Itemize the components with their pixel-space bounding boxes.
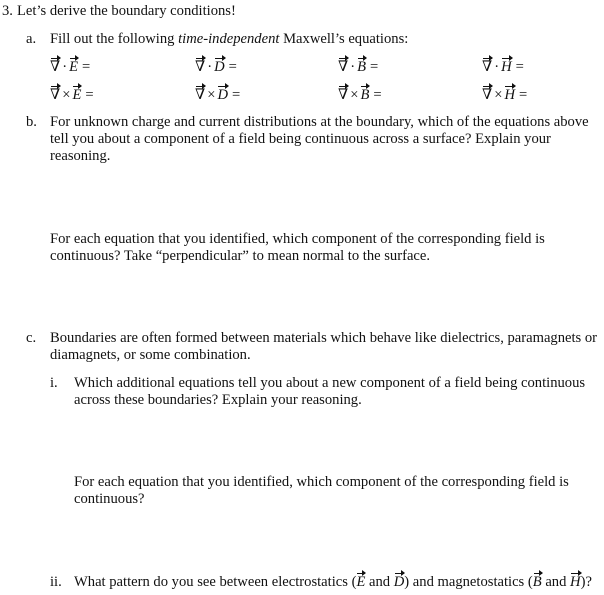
part-c-i-followup-line: For each equation that you identified, which component of the corresponding field is	[74, 474, 569, 490]
field-d: D	[214, 59, 225, 75]
problem-title: Let’s derive the boundary conditions!	[17, 3, 236, 19]
curl-b-equation	[338, 87, 382, 104]
div-e-equation	[50, 59, 90, 76]
nabla-symbol: ∇	[338, 87, 349, 103]
part-a-label: a.	[26, 31, 37, 47]
equals-sign: =	[370, 59, 379, 75]
part-b-line: tell you about a component of a field being continuous across a surface? Explain your	[50, 131, 551, 147]
part-b-line: For unknown charge and current distributions at the boundary, which of the equations above	[50, 114, 589, 130]
part-b-followup-line: For each equation that you identified, which component of the corresponding field is	[50, 231, 545, 247]
cross-operator: ×	[494, 87, 503, 103]
equals-sign: =	[373, 87, 382, 103]
part-a-prompt-end: Maxwell’s equations:	[279, 31, 409, 47]
cross-operator: ×	[62, 87, 71, 103]
equals-sign: =	[228, 59, 237, 75]
part-c-i-line: across these boundaries? Explain your reasoning.	[74, 392, 362, 408]
nabla-symbol: ∇	[482, 59, 493, 75]
part-c-ii-text: What pattern do you see between electrostatics (	[74, 574, 357, 590]
dot-operator: ·	[494, 59, 500, 75]
nabla-symbol: ∇	[338, 59, 349, 75]
nabla-symbol: ∇	[195, 87, 206, 103]
cross-operator: ×	[207, 87, 216, 103]
part-c-ii-text: and	[541, 574, 571, 590]
dot-operator: ·	[207, 59, 213, 75]
part-c-line: Boundaries are often formed between materials which behave like dielectrics, paramagnets or	[50, 330, 598, 346]
part-b-line: reasoning.	[50, 148, 111, 164]
field-h: H	[501, 59, 512, 75]
part-b-followup-line: continuous? Take “perpendicular” to mean normal to the surface.	[50, 248, 431, 264]
vector-h: H	[570, 574, 581, 590]
curl-h-equation	[482, 87, 527, 104]
field-e: E	[69, 59, 78, 75]
cross-operator: ×	[350, 87, 359, 103]
curl-e-equation	[50, 87, 94, 104]
problem-number: 3.	[2, 3, 13, 19]
div-d-equation	[195, 59, 237, 76]
dot-operator: ·	[350, 59, 356, 75]
div-b-equation	[338, 59, 378, 76]
part-c-ii-question	[74, 574, 592, 591]
equals-sign: =	[231, 87, 241, 103]
part-c-label: c.	[26, 330, 37, 346]
vector-d: D	[393, 574, 405, 590]
part-c-ii-label: ii.	[50, 574, 62, 590]
part-b-label: b.	[26, 114, 37, 130]
nabla-symbol: ∇	[195, 59, 206, 75]
part-a-prompt-italic: time-independent	[178, 31, 280, 47]
equals-sign: =	[85, 87, 94, 103]
equals-sign: =	[518, 87, 528, 103]
part-c-i-label: i.	[50, 375, 58, 391]
dot-operator: ·	[62, 59, 68, 75]
field-b: B	[360, 87, 370, 103]
field-e: E	[72, 87, 82, 103]
nabla-symbol: ∇	[50, 59, 61, 75]
div-h-equation	[482, 59, 524, 76]
curl-d-equation	[195, 87, 240, 104]
field-d: D	[217, 87, 228, 103]
part-c-i-line: Which additional equations tell you about a new component of a field being continuous	[74, 375, 586, 391]
nabla-symbol: ∇	[50, 87, 61, 103]
part-a-prompt-start: Fill out the following	[50, 31, 179, 47]
vector-b: B	[532, 574, 542, 590]
field-b: B	[357, 59, 366, 75]
part-c-i-followup-line: continuous?	[74, 491, 145, 507]
part-c-ii-text: ) and magnetostatics (	[404, 574, 533, 590]
equals-sign: =	[82, 59, 91, 75]
part-a-prompt	[50, 31, 408, 48]
nabla-symbol: ∇	[482, 87, 493, 103]
equals-sign: =	[515, 59, 524, 75]
field-h: H	[504, 87, 515, 103]
vector-e: E	[356, 574, 366, 590]
part-c-ii-text: )?	[580, 574, 592, 590]
part-c-line: diamagnets, or some combination.	[50, 347, 251, 363]
part-c-ii-text: and	[365, 574, 394, 590]
